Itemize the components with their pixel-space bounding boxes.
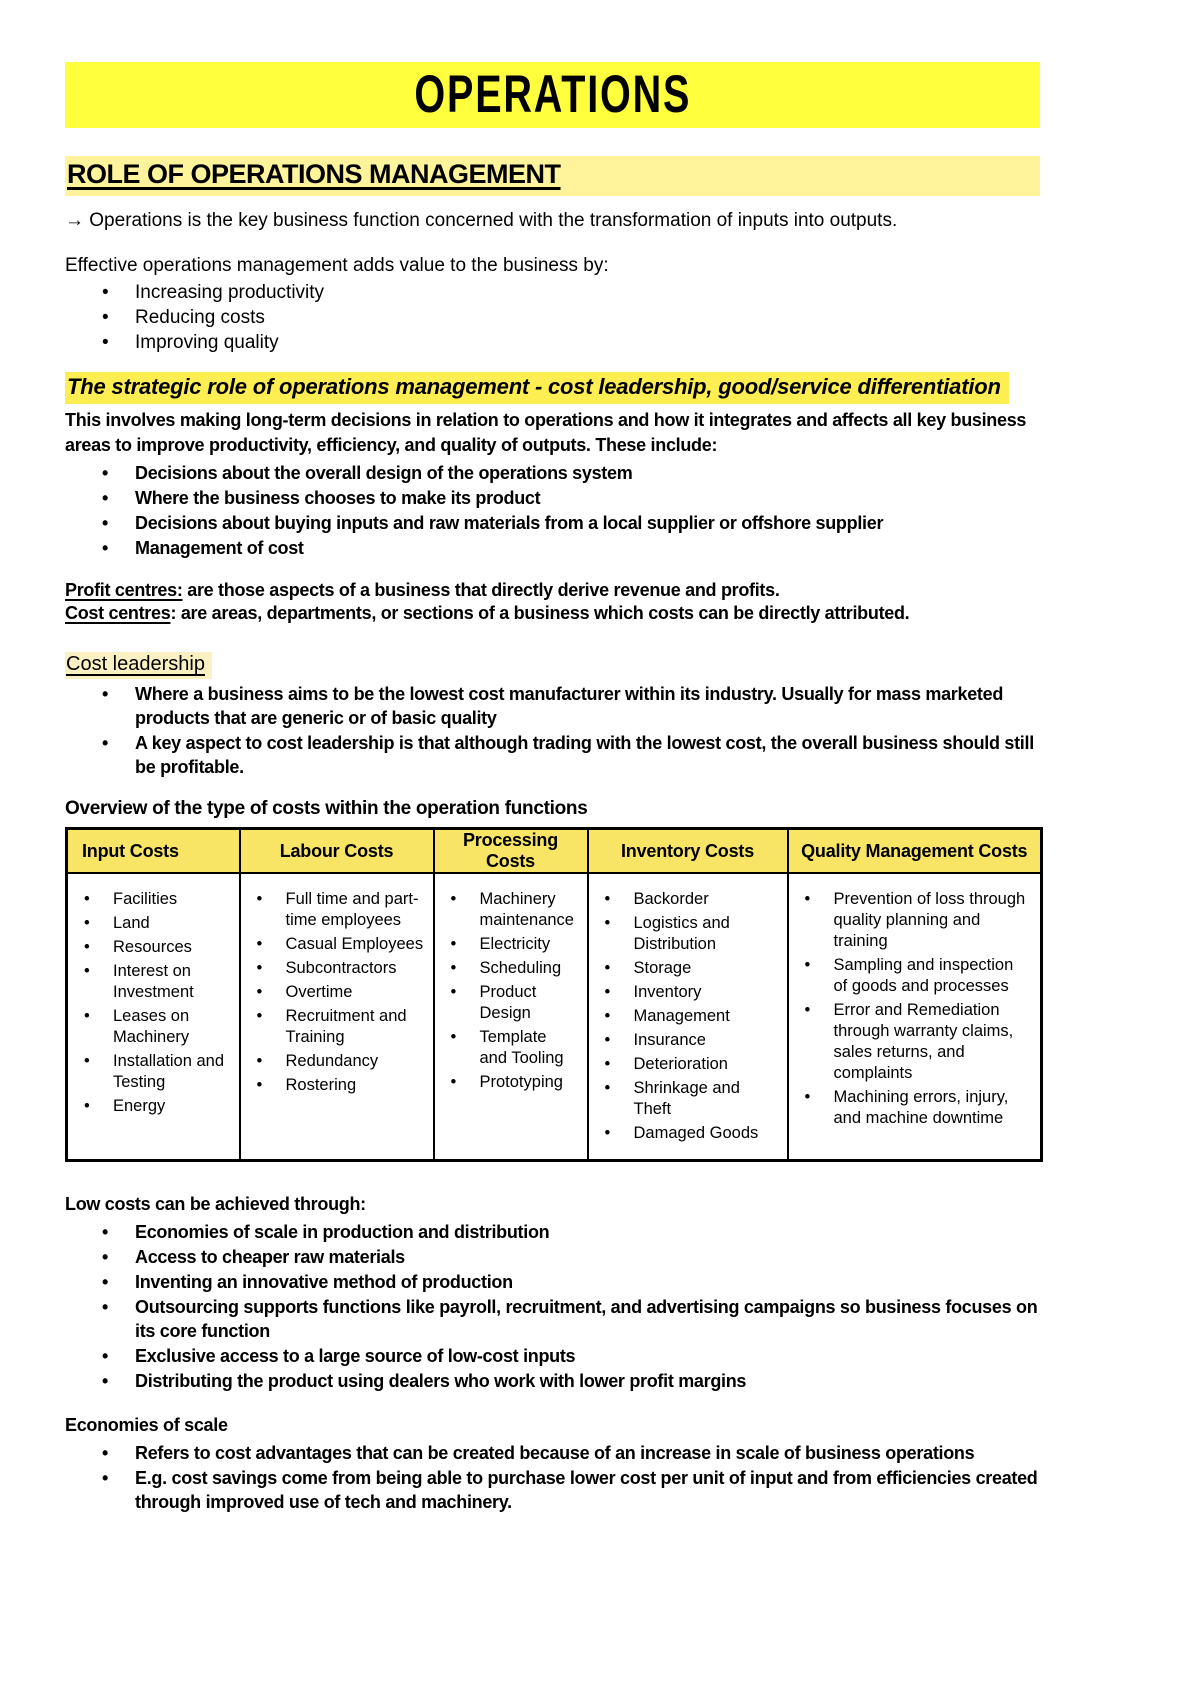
bullet-item: • Reducing costs <box>65 306 1040 330</box>
strategic-heading: The strategic role of operations management - cost leadership, good/service differentiation <box>65 372 1009 404</box>
economies-heading: Economies of scale <box>65 1415 228 1435</box>
bullet-item: • Where a business aims to be the lowest cost manufacturer within its industry. Usually for mass marketed products that are generic or of basic quality <box>65 682 1040 730</box>
bullet-item: • Management <box>589 1006 781 1027</box>
bullet-item: • Refers to cost advantages that can be created because of an increase in scale of business operations <box>65 1441 1040 1465</box>
quality-costs-list <box>789 889 1035 1129</box>
bullet-item: • Overtime <box>241 982 427 1003</box>
costs-table-header-row <box>67 829 1042 874</box>
bullet-item: • Logistics and Distribution <box>589 913 781 955</box>
bullet-item: • Machinery maintenance <box>435 889 581 931</box>
bullet-item: • Access to cheaper raw materials <box>65 1245 1040 1269</box>
bullet-item: • Subcontractors <box>241 958 427 979</box>
bullet-item: • Interest on Investment <box>68 961 233 1003</box>
cell-inventory-costs <box>588 873 788 1161</box>
bullet-item: • Land <box>68 913 233 934</box>
bullet-item: • Casual Employees <box>241 934 427 955</box>
role-heading: ROLE OF OPERATIONS MANAGEMENT <box>67 159 561 189</box>
bullet-item: • Leases on Machinery <box>68 1006 233 1048</box>
bullet-item: • Installation and Testing <box>68 1051 233 1093</box>
costs-table-body-row <box>67 873 1042 1161</box>
cell-processing-costs <box>434 873 588 1161</box>
bullet-item: • Outsourcing supports functions like payroll, recruitment, and advertising campaigns so business focuses on its core function <box>65 1295 1040 1343</box>
cost-leadership-heading-wrap <box>65 652 1040 679</box>
inventory-costs-list <box>589 889 781 1144</box>
bullet-item: • Damaged Goods <box>589 1123 781 1144</box>
bullet-item: • Insurance <box>589 1030 781 1051</box>
bullet-item: • Improving quality <box>65 331 1040 355</box>
bullet-item: • Backorder <box>589 889 781 910</box>
bullet-item: • Full time and part-time employees <box>241 889 427 931</box>
adds-value-lead: Effective operations management adds value to the business by: <box>65 255 609 276</box>
profit-centres-text: are those aspects of a business that directly derive revenue and profits. <box>187 580 780 600</box>
bullet-item: • Increasing productivity <box>65 281 1040 305</box>
labour-costs-list <box>241 889 427 1096</box>
bullet-item: • Rostering <box>241 1075 427 1096</box>
strategic-body: This involves making long-term decisions in relation to operations and how it integrates and affects all key business areas to improve productivity, efficiency, and quality of outputs. These include: <box>65 410 1027 455</box>
title-banner <box>65 62 1040 128</box>
cell-quality-costs <box>788 873 1042 1161</box>
cost-leadership-bullet-list <box>65 682 1040 779</box>
cost-centres-text: : are areas, departments, or sections of a business which costs can be directly attributed. <box>170 603 910 623</box>
bullet-item: • Management of cost <box>65 536 1040 560</box>
adds-value-bullet-list <box>65 281 1040 355</box>
bullet-item: • E.g. cost savings come from being able to purchase lower cost per unit of input and from efficiencies created through improved use of tech and machinery. <box>65 1466 1040 1514</box>
bullet-item: • Product Design <box>435 982 581 1024</box>
bullet-item: • Error and Remediation through warranty claims, sales returns, and complaints <box>789 1000 1035 1084</box>
bullet-item: • Energy <box>68 1096 233 1117</box>
role-intro: → Operations is the key business function concerned with the transformation of inputs into outputs. <box>65 210 898 231</box>
cell-input-costs <box>67 873 240 1161</box>
costs-table-caption: Overview of the type of costs within the operation functions <box>65 798 588 819</box>
costs-table <box>65 827 1043 1162</box>
bullet-item: • Inventory <box>589 982 781 1003</box>
bullet-item: • Decisions about the overall design of the operations system <box>65 461 1040 485</box>
bullet-item: • Recruitment and Training <box>241 1006 427 1048</box>
bullet-item: • Scheduling <box>435 958 581 979</box>
processing-costs-list <box>435 889 581 1093</box>
bullet-item: • Machining errors, injury, and machine downtime <box>789 1087 1035 1129</box>
role-heading-bar <box>65 156 1040 196</box>
bullet-item: • Prototyping <box>435 1072 581 1093</box>
bullet-item: • Decisions about buying inputs and raw materials from a local supplier or offshore supplier <box>65 511 1040 535</box>
bullet-item: • Resources <box>68 937 233 958</box>
column-header-quality-costs: Quality Management Costs <box>788 829 1042 874</box>
column-header-inventory-costs: Inventory Costs <box>588 829 788 874</box>
profit-centres-label: Profit centres: <box>65 580 183 600</box>
bullet-item: • Inventing an innovative method of production <box>65 1270 1040 1294</box>
bullet-item: • Sampling and inspection of goods and processes <box>789 955 1035 997</box>
column-header-processing-costs: Processing Costs <box>434 829 588 874</box>
profit-centres-line <box>65 579 1040 602</box>
bullet-item: • Facilities <box>68 889 233 910</box>
low-costs-lead: Low costs can be achieved through: <box>65 1194 366 1214</box>
column-header-input-costs: Input Costs <box>67 829 240 874</box>
bullet-item: • Shrinkage and Theft <box>589 1078 781 1120</box>
page-title: OPERATIONS <box>414 65 691 124</box>
bullet-item: • Exclusive access to a large source of low-cost inputs <box>65 1344 1040 1368</box>
cost-centres-label: Cost centres <box>65 603 171 623</box>
bullet-item: • Economies of scale in production and distribution <box>65 1220 1040 1244</box>
low-costs-bullet-list <box>65 1220 1040 1393</box>
cost-centres-line <box>65 602 1040 625</box>
centres-block <box>65 579 1040 625</box>
strategic-bullet-list <box>65 461 1040 560</box>
bullet-item: • Where the business chooses to make its product <box>65 486 1040 510</box>
bullet-item: • Deterioration <box>589 1054 781 1075</box>
bullet-item: • Prevention of loss through quality planning and training <box>789 889 1035 952</box>
strategic-heading-wrap <box>65 372 1040 404</box>
bullet-item: • Electricity <box>435 934 581 955</box>
cost-leadership-heading: Cost leadership <box>65 652 212 679</box>
bullet-item: • Template and Tooling <box>435 1027 581 1069</box>
bullet-item: • A key aspect to cost leadership is that although trading with the lowest cost, the overall business should still be profitable. <box>65 731 1040 779</box>
page-content <box>65 62 1040 1514</box>
cell-labour-costs <box>240 873 434 1161</box>
economies-bullet-list <box>65 1441 1040 1514</box>
input-costs-list <box>68 889 233 1117</box>
bullet-item: • Distributing the product using dealers who work with lower profit margins <box>65 1369 1040 1393</box>
column-header-labour-costs: Labour Costs <box>240 829 434 874</box>
bullet-item: • Redundancy <box>241 1051 427 1072</box>
bullet-item: • Storage <box>589 958 781 979</box>
